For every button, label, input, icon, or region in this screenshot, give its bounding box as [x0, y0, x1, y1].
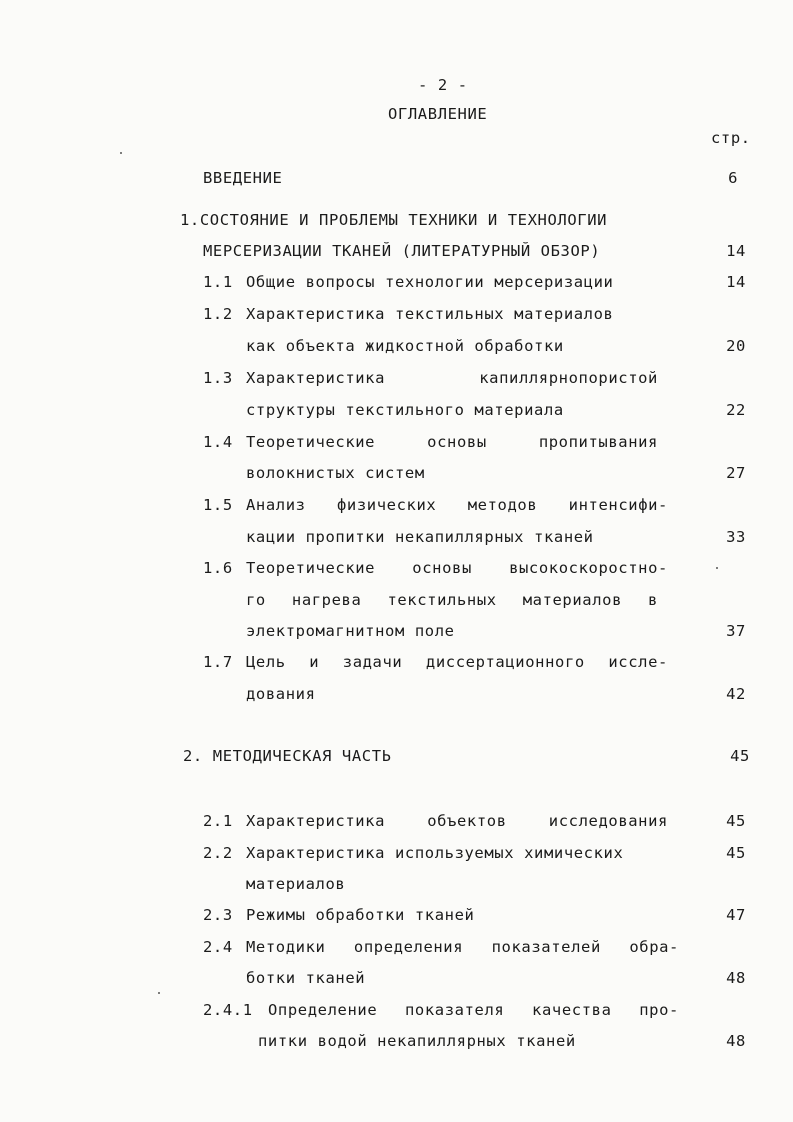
toc-1-4-number: 1.4: [203, 433, 233, 451]
toc-word: определения: [353, 938, 464, 956]
toc-2-4-1-number: 2.4.1: [203, 1001, 253, 1019]
toc-1-3-number: 1.3: [203, 369, 233, 387]
toc-1-2-page: 20: [726, 337, 746, 355]
toc-word: высокоскоростно-: [509, 559, 668, 577]
toc-1-4-title-line1: [246, 432, 658, 452]
toc-word: в: [648, 591, 658, 609]
toc-2-4-1-page: 48: [726, 1032, 746, 1050]
scan-speck: [716, 567, 718, 569]
page-number: - 2 -: [418, 76, 468, 94]
toc-1-7-page: 42: [726, 685, 746, 703]
toc-word: Характеристика: [246, 369, 386, 387]
toc-2-4-title-line1: [246, 937, 679, 957]
toc-word: текстильных: [387, 591, 497, 609]
toc-2-3-title: Режимы обработки тканей: [246, 906, 475, 924]
scan-speck: [120, 152, 122, 154]
toc-1-5-number: 1.5: [203, 496, 233, 514]
toc-1-2-title-line2: как объекта жидкостной обработки: [246, 337, 564, 355]
toc-2-3-page: 47: [726, 906, 746, 924]
toc-intro-page: 6: [728, 169, 738, 187]
toc-1-5-page: 33: [726, 528, 746, 546]
toc-1-7-title-line1: [246, 652, 668, 672]
toc-2-1-number: 2.1: [203, 812, 233, 830]
toc-1-6-page: 37: [726, 622, 746, 640]
toc-word: Методики: [246, 938, 326, 956]
toc-ch2-page: 45: [730, 747, 750, 765]
toc-2-4-page: 48: [726, 969, 746, 987]
toc-2-4-number: 2.4: [203, 938, 233, 956]
toc-word: Цель: [246, 653, 286, 671]
toc-1-3-page: 22: [726, 401, 746, 419]
toc-1-4-title-line2: волокнистых систем: [246, 464, 425, 482]
toc-1-3-title-line2: структуры текстильного материала: [246, 401, 564, 419]
page-title: ОГЛАВЛЕНИЕ: [388, 105, 488, 123]
toc-word: иссле-: [608, 653, 668, 671]
toc-2-3-number: 2.3: [203, 906, 233, 924]
toc-ch1-title-line2: МЕРСЕРИЗАЦИИ ТКАНЕЙ (ЛИТЕРАТУРНЫЙ ОБЗОР): [203, 242, 601, 260]
toc-2-4-1-title-line2: питки водой некапиллярных тканей: [258, 1032, 576, 1050]
toc-word: го: [246, 591, 266, 609]
toc-ch2-title: 2. МЕТОДИЧЕСКАЯ ЧАСТЬ: [183, 747, 392, 765]
toc-2-2-title-line1: Характеристика используемых химических: [246, 844, 624, 862]
toc-2-4-1-title-line1: [268, 1000, 679, 1020]
toc-word: пропитывания: [538, 433, 658, 451]
toc-word: Теоретические: [246, 559, 376, 577]
toc-word: показателей: [491, 938, 601, 956]
page-column-label: стр.: [711, 129, 751, 147]
toc-1-2-number: 1.2: [203, 305, 233, 323]
toc-word: интенсифи-: [568, 496, 668, 514]
toc-ch1-title-line1: 1.СОСТОЯНИЕ И ПРОБЛЕМЫ ТЕХНИКИ И ТЕХНОЛОГИИ: [180, 211, 608, 229]
toc-word: капиллярнопористой: [479, 369, 658, 387]
toc-1-2-title-line1: Характеристика текстильных материалов: [246, 305, 614, 323]
toc-2-2-number: 2.2: [203, 844, 233, 862]
toc-word: показателя: [404, 1001, 505, 1019]
toc-word: методов: [467, 496, 538, 514]
toc-1-1-page: 14: [726, 273, 746, 291]
toc-word: Анализ: [246, 496, 306, 514]
toc-word: обра-: [629, 938, 679, 956]
toc-word: нагрева: [291, 591, 362, 609]
toc-intro-label: ВВЕДЕНИЕ: [203, 169, 283, 187]
toc-1-6-title-line1: [246, 558, 668, 578]
toc-word: физических: [337, 496, 437, 514]
toc-1-1-number: 1.1: [203, 273, 233, 291]
toc-1-3-title-line1: [246, 368, 658, 388]
scan-speck: [158, 992, 160, 994]
toc-word: и: [309, 653, 320, 671]
toc-1-6-title-line3: электромагнитном поле: [246, 622, 455, 640]
toc-word: исследования: [548, 812, 668, 830]
toc-ch1-page: 14: [726, 242, 746, 260]
toc-word: основы: [412, 559, 472, 577]
toc-2-1-title-line1: [246, 811, 668, 831]
toc-word: качества: [532, 1001, 612, 1019]
toc-word: основы: [427, 433, 487, 451]
toc-1-5-title-line1: [246, 495, 668, 515]
toc-1-5-title-line2: кации пропитки некапиллярных тканей: [246, 528, 594, 546]
toc-2-2-title-line2: материалов: [246, 875, 346, 893]
toc-1-7-title-line2: дования: [246, 685, 316, 703]
toc-word: объектов: [427, 812, 507, 830]
toc-word: Определение: [268, 1001, 378, 1019]
toc-word: Характеристика: [246, 812, 386, 830]
toc-word: про-: [639, 1001, 679, 1019]
toc-1-6-number: 1.6: [203, 559, 233, 577]
toc-2-2-page: 45: [726, 844, 746, 862]
toc-1-4-page: 27: [726, 464, 746, 482]
toc-word: Теоретические: [246, 433, 376, 451]
toc-2-1-page: 45: [726, 812, 746, 830]
toc-word: диссертационного: [425, 653, 585, 671]
toc-1-7-number: 1.7: [203, 653, 233, 671]
toc-1-1-title: Общие вопросы технологии мерсеризации: [246, 273, 614, 291]
toc-word: задачи: [342, 653, 403, 671]
toc-word: материалов: [522, 591, 623, 609]
toc-1-6-title-line2: [246, 590, 658, 610]
toc-2-4-title-line2: ботки тканей: [246, 969, 366, 987]
